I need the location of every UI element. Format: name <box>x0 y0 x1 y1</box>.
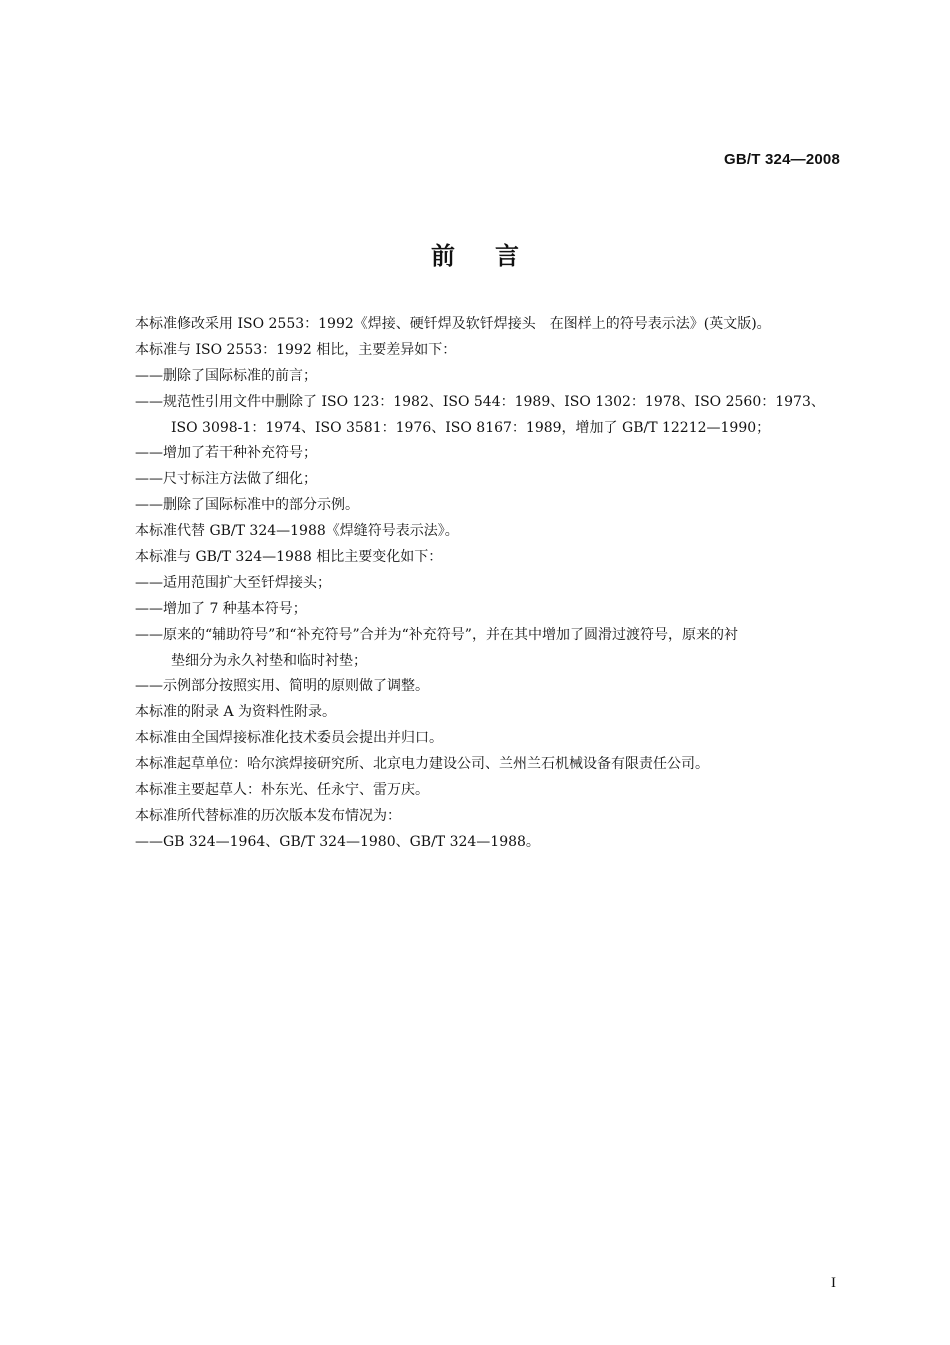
paragraph-line: 本标准的附录 A 为资料性附录。 <box>135 704 337 721</box>
list-item: ——适用范围扩大至钎焊接头； <box>135 574 331 591</box>
list-item-continuation: ISO 3098-1：1974、ISO 3581：1976、ISO 8167：1989，增加了 GB/T 12212—1990； <box>171 419 771 436</box>
paragraph-line: 本标准起草单位：哈尔滨焊接研究所、北京电力建设公司、兰州兰石机械设备有限责任公司。 <box>135 756 709 773</box>
paragraph-line: 本标准代替 GB/T 324—1988《焊缝符号表示法》。 <box>135 523 459 540</box>
foreword-body <box>135 315 845 859</box>
paragraph-line: 本标准主要起草人：朴东光、任永宁、雷万庆。 <box>135 782 429 799</box>
standard-number: GB/T 324—2008 <box>724 151 840 168</box>
list-item: ——删除了国际标准中的部分示例。 <box>135 497 359 514</box>
page-title: 前言 <box>431 242 559 270</box>
list-item: ——示例部分按照实用、简明的原则做了调整。 <box>135 678 429 695</box>
paragraph-line: 本标准修改采用 ISO 2553：1992《焊接、硬钎焊及软钎焊接头 在图样上的符号表示法》(英文版)。 <box>135 316 771 332</box>
list-item: ——增加了 7 种基本符号； <box>135 600 307 617</box>
list-item: ——原来的“辅助符号”和“补充符号”合并为“补充符号”，并在其中增加了圆滑过渡符号，原来的衬 <box>135 626 738 643</box>
paragraph-line: 本标准由全国焊接标准化技术委员会提出并归口。 <box>135 730 443 747</box>
page-number: I <box>831 1275 836 1291</box>
paragraph-line: 本标准所代替标准的历次版本发布情况为： <box>135 807 401 824</box>
paragraph-line: 本标准与 GB/T 324—1988 相比主要变化如下： <box>135 549 443 566</box>
list-item: ——增加了若干种补充符号； <box>135 445 317 462</box>
list-item-continuation: 垫细分为永久衬垫和临时衬垫； <box>171 652 367 669</box>
paragraph-line: 本标准与 ISO 2553：1992 相比，主要差异如下： <box>135 341 457 358</box>
list-item: ——删除了国际标准的前言； <box>135 367 317 384</box>
list-item: ——尺寸标注方法做了细化； <box>135 471 317 488</box>
list-item: ——规范性引用文件中删除了 ISO 123：1982、ISO 544：1989、ISO 1302：1978、ISO 2560：1973、 <box>135 393 825 410</box>
list-item: ——GB 324—1964、GB/T 324—1980、GB/T 324—1988。 <box>135 833 540 850</box>
